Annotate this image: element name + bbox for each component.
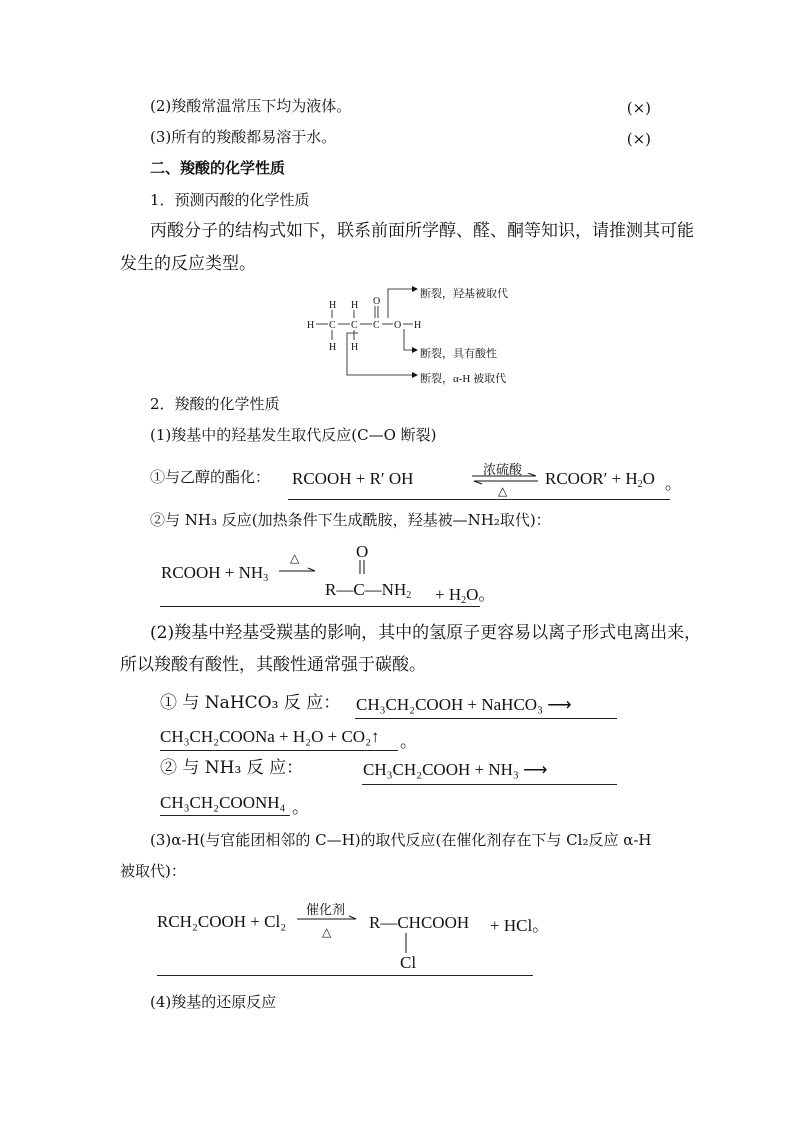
reaction-2-punct: 。 [292,798,309,817]
reaction-1-punct: 。 [400,732,417,751]
chlorination-right: R—CHCOOH [369,913,470,932]
amide-water: + $H_2O$。 [435,585,496,606]
reaction-2-eq: CH₃CH₂COOH + NH₃ ⟶ [363,760,548,779]
answer-underline [160,815,290,816]
double-bond [357,560,367,576]
chlorination-cond-bottom: △ [322,925,332,939]
reaction-2-eq2: CH₃CH₂COONH₄ [160,793,286,812]
point-3-line-1: (3)α-H(与官能团相邻的 C—H)的取代反应(在催化剂存在下与 Cl₂反应 α-H [150,831,652,849]
point-1: (1)羧基中的羟基发生取代反应(C—O 断裂) [150,426,437,444]
reaction-2-lead: ② 与 NH₃ 反 应： [160,758,304,778]
answer-underline [160,606,480,607]
chlorination-left: RCH₂COOH + Cl₂ [157,912,287,931]
struct-h-oh: H [414,320,422,331]
subheading-1: 1．预测丙酸的化学性质 [150,191,310,209]
item-q2: (2)羧酸常温常压下均为液体。 [150,97,352,115]
item-q2-mark: (×) [626,99,651,117]
point-3-line-2: 被取代)： [120,862,186,880]
esterify-punct: 。 [665,474,682,493]
struct-o-top: O [373,296,381,307]
reaction-1-lead: ① 与 NaHCO₃ 反 应： [160,693,341,713]
item-q3: (3)所有的羧酸都易溶于水。 [150,128,337,146]
struct-h1: H [329,300,337,311]
subheading-2: 2．羧酸的化学性质 [150,395,280,413]
reaction-1-eq2: CH₃CH₂COONa + H₂O + CO₂↑ [160,727,380,746]
esterify-cond-top: 浓硫酸 [483,462,523,477]
point-4: (4)羧基的还原反应 [150,993,277,1011]
struct-o: O [394,320,402,331]
struct-h-left: H [307,320,315,331]
answer-underline [160,750,398,751]
nh3-lead: ②与 NH₃ 反应(加热条件下生成酰胺，羟基被—NH₂取代)： [150,511,551,529]
reaction-1-eq: CH₃CH₂COOH + NaHCO₃ ⟶ [356,695,572,714]
esterify-left: RCOOH + R′ OH [292,469,414,488]
struct-label-mid: 断裂，具有酸性 [420,348,497,360]
struct-label-top: 断裂，羟基被取代 [420,288,508,300]
amide-product: $R—C—NH_2$ [325,580,412,601]
section-title: 二、羧酸的化学性质 [150,159,286,177]
answer-underline [355,718,617,719]
chlorination-hcl: + HCl。 [490,916,550,935]
item-q3-mark: (×) [626,130,651,148]
paragraph-line-2: 发生的反应类型。 [120,254,256,274]
struct-c1: C [329,320,336,331]
amide-o: O [356,542,369,561]
struct-h4: H [351,342,359,353]
answer-underline [288,499,670,500]
amide-left: RCOOH + $NH_3$ [161,563,269,584]
esterify-lead: ①与乙醇的酯化： [150,468,271,486]
chlorination-cond-top: 催化剂 [306,902,346,917]
point-2-line-2: 所以羧酸有酸性，其酸性通常强于碳酸。 [120,655,426,675]
chlorination-cl: Cl [400,953,417,972]
right-arrow-icon [278,566,318,576]
esterify-cond-bottom: △ [498,484,508,498]
right-arrow-icon [296,914,360,924]
answer-underline [157,975,533,976]
struct-h3: H [329,342,337,353]
paragraph-line-1: 丙酸分子的结构式如下，联系前面所学醇、醛、酮等知识，请推测其可能 [150,221,694,241]
amide-cond: △ [290,551,300,565]
point-2-line-1: (2)羧基中羟基受羰基的影响，其中的氢原子更容易以离子形式电离出来， [150,623,702,643]
struct-label-bottom: 断裂，α-H 被取代 [420,373,507,385]
answer-underline [362,784,617,785]
struct-c2: C [351,320,358,331]
struct-h2: H [351,300,359,311]
esterify-right: RCOOR′ + $H_2O$ [545,469,655,490]
single-bond [403,933,409,955]
struct-c3: C [373,320,380,331]
